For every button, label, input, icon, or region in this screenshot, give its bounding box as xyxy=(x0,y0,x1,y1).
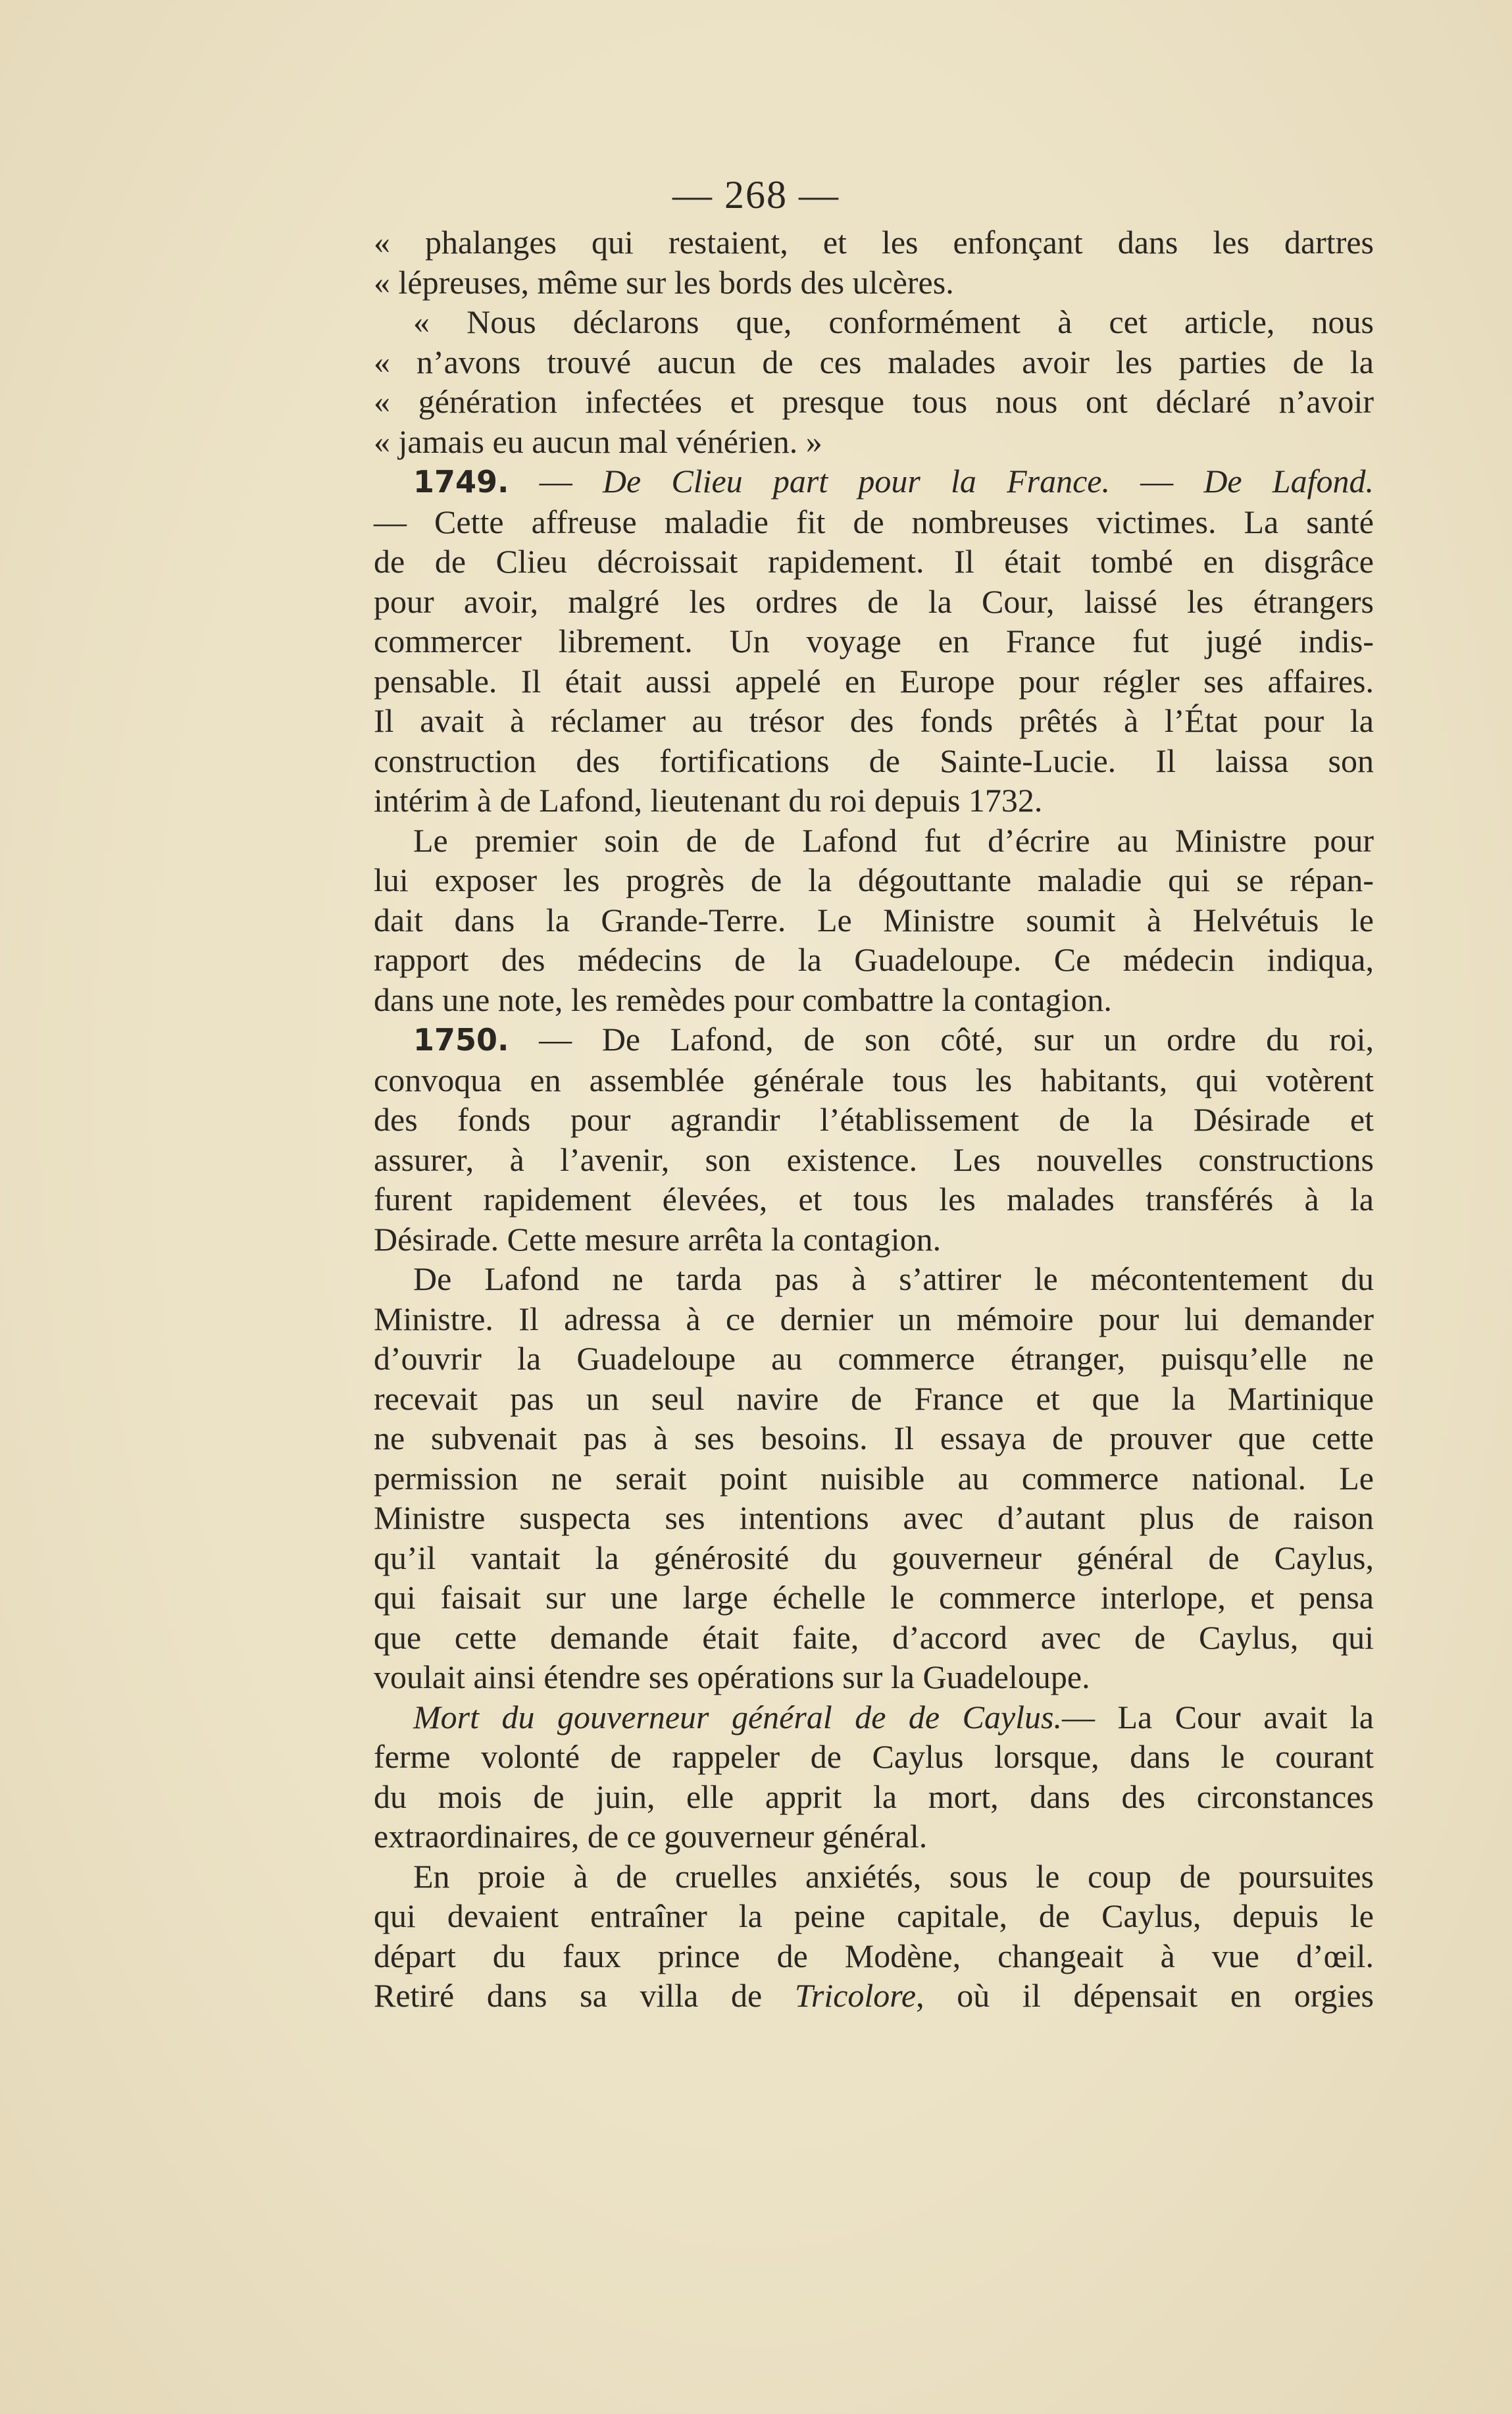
dash: — xyxy=(1109,463,1204,500)
year-label: 1749. xyxy=(413,464,509,500)
text-line: qui faisait sur une large échelle le commerce interlope, et pensa xyxy=(374,1579,1374,1616)
text-line: Le premier soin de de Lafond fut d’écrire au Ministre pour xyxy=(413,821,1374,859)
section-heading-1750 xyxy=(374,1019,1374,1060)
text-line: « phalanges qui restaient, et les enfonçant dans les dartres xyxy=(374,224,1374,261)
text-line: extraordinaires, de ce gouverneur général. xyxy=(374,1818,928,1855)
text-line: de de Clieu décroissait rapidement. Il était tombé en disgrâce xyxy=(374,543,1374,580)
text-line: pour avoir, malgré les ordres de la Cour, laissé les étrangers xyxy=(374,582,1374,620)
text-line: du mois de juin, elle apprit la mort, dans des circonstances xyxy=(374,1778,1374,1815)
text-segment: — La Cour avait la xyxy=(1062,1698,1374,1735)
text-line: lui exposer les progrès de la dégouttante maladie qui se répan- xyxy=(374,861,1374,898)
text-line: « jamais eu aucun mal vénérien. » xyxy=(374,423,822,460)
text-line: pensable. Il était aussi appelé en Europe pour régler ses affaires. xyxy=(374,662,1374,700)
text-line: — Cette affreuse maladie fit de nombreuses victimes. La santé xyxy=(374,503,1374,540)
section-heading-1749 xyxy=(374,461,1374,502)
text-line: d’ouvrir la Guadeloupe au commerce étranger, puisqu’elle ne xyxy=(374,1340,1374,1377)
section-title: De Clieu part pour la France. xyxy=(602,463,1110,500)
text-line: En proie à de cruelles anxiétés, sous le coup de poursuites xyxy=(413,1857,1374,1895)
text-line: construction des fortifications de Sainte-Lucie. Il laissa son xyxy=(374,742,1374,779)
section-title: Mort du gouverneur général de de Caylus. xyxy=(413,1698,1062,1735)
text-line: commercer librement. Un voyage en France fut jugé indis- xyxy=(374,623,1374,659)
text-line: Il avait à réclamer au trésor des fonds prêtés à l’État pour la xyxy=(374,702,1374,739)
text-line: que cette demande était faite, d’accord avec de Caylus, qui xyxy=(374,1618,1374,1656)
place-name: Tricolore xyxy=(794,1977,917,2014)
text-line: Ministre. Il adressa à ce dernier un mémoire pour lui demander xyxy=(374,1300,1374,1337)
text-line xyxy=(374,1976,1374,2016)
section-heading-caylus xyxy=(374,1697,1374,1737)
text-line: recevait pas un seul navire de France et que la Martinique xyxy=(374,1379,1374,1417)
page-number: — 268 — xyxy=(672,173,840,217)
text-line: furent rapidement élevées, et tous les malades transférés à la xyxy=(374,1181,1374,1218)
text-line: qu’il vantait la générosité du gouverneur général de Caylus, xyxy=(374,1539,1374,1576)
text-line: assurer, à l’avenir, son existence. Les nouvelles constructions xyxy=(374,1141,1374,1178)
text-line: De Lafond ne tarda pas à s’attirer le mécontentement du xyxy=(413,1260,1374,1297)
text-line: ferme volonté de rappeler de Caylus lorsque, dans le courant xyxy=(374,1738,1374,1775)
text-line: des fonds pour agrandir l’établissement de la Désirade et xyxy=(374,1101,1374,1138)
dash: — xyxy=(509,463,603,500)
text-line: intérim à de Lafond, lieutenant du roi depuis 1732. xyxy=(374,782,1043,819)
text-line: rapport des médecins de la Guadeloupe. Ce médecin indiqua, xyxy=(374,941,1374,978)
text-line: dait dans la Grande-Terre. Le Ministre soumit à Helvétuis le xyxy=(374,901,1374,938)
year-label: 1750. xyxy=(413,1022,509,1058)
text-segment: , où il dépensait en orgies xyxy=(916,1977,1374,2014)
text-line: Ministre suspecta ses intentions avec d’autant plus de raison xyxy=(374,1499,1374,1536)
text-line: ne subvenait pas à ses besoins. Il essaya de prouver que cette xyxy=(374,1420,1374,1456)
text-line: « Nous déclarons que, conformément à cet article, nous xyxy=(413,303,1374,340)
text-line: Désirade. Cette mesure arrêta la contagion. xyxy=(374,1220,942,1258)
text-line: convoqua en assemblée générale tous les habitants, qui votèrent xyxy=(374,1061,1374,1098)
text-line: « lépreuses, même sur les bords des ulcères. xyxy=(374,263,954,301)
text-line: voulait ainsi étendre ses opérations sur la Guadeloupe. xyxy=(374,1658,1090,1695)
text-segment: — De Lafond, de son côté, sur un ordre du roi, xyxy=(509,1021,1374,1058)
text-line: qui devaient entraîner la peine capitale, de Caylus, depuis le xyxy=(374,1897,1374,1934)
body-text xyxy=(374,222,1374,2016)
text-segment: Retiré dans sa villa de xyxy=(374,1977,795,2014)
text-line: « génération infectées et presque tous nous ont déclaré n’avoir xyxy=(374,383,1374,420)
text-line: permission ne serait point nuisible au commerce national. Le xyxy=(374,1459,1374,1497)
text-line: « n’avons trouvé aucun de ces malades avoir les parties de la xyxy=(374,343,1374,380)
section-subtitle: De Lafond. xyxy=(1203,463,1374,500)
text-line: dans une note, les remèdes pour combattre la contagion. xyxy=(374,981,1112,1018)
text-line: départ du faux prince de Modène, changeait à vue d’œil. xyxy=(374,1937,1374,1974)
